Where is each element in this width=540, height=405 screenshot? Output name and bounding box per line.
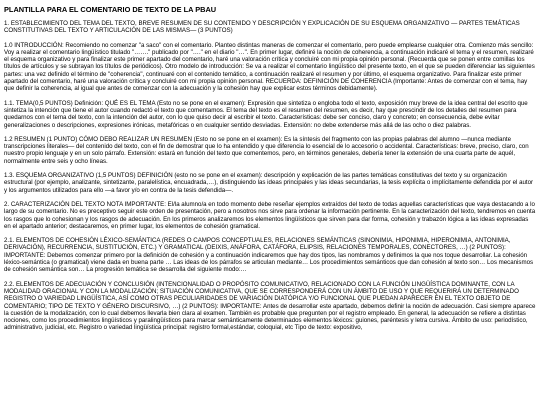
- section-1-heading: 1. ESTABLECIMIENTO DEL TEMA DEL TEXTO, BREVE RESUMEN DE SU CONTENIDO Y DESCRIPCIÓN Y EXPLICACIÓN DE SU ESQUEMA ORGANIZATIVO — PARTES TEMÁTICAS CONSTITUTIVAS DEL TEXTO Y ARTICULACIÓN DE LAS MISMAS— (3 PUNTOS): [4, 20, 520, 35]
- paragraph-tema: 1.1. TEMA(0,5 PUNTOS) Definición: QUÉ ES EL TEMA (Esto no se pone en el examen): Expresión que sintetiza o engloba todo el texto, exposición muy breve de la idea central del escrito que sintetiza la intención que tiene el autor cuando redactó el texto que comentamos. El tema del texto es el resumen del resumen, es decir, hay que prescindir de los detalles del resumen para quedarnos con el tema del texto, con la intención del autor, con lo que quiso decir al escribir el texto. Características: debe ser conciso, claro y concreto; en consecuencia, debe evitar generalizaciones o descripciones, expresiones irónicas, metafóricas o en cualquier sentido desviadas. Extensión: no debe extenderse más allá de las ocho o diez palabras.: [4, 99, 528, 129]
- paragraph-adecuacion: 2.2. ELEMENTOS DE ADECUACIÓN Y CONCLUSIÓN (INTENCIONALIDAD O PROPÓSITO COMUNICATIVO, RELACIONADO CON LA FUNCIÓN LINGÜÍSTICA DOMINANTE, CON LA MODALIDAD ORACIONAL Y CON LA MODALIZACIÓN; SITUACIÓN COMUNICATIVA, QUE SE CORRESPONDERÁ CON UN ÁMBITO DE USO Y QUE REQUERIRÁ UN DETERMINADO REGISTRO O VARIEDAD LINGÜÍSTICA, ASÍ COMO OTRAS PECULIARIDADES DE VARIACIÓN DIATÓPICA Y/O FUNCIONAL QUE PUEDAN APARECER EN EL TEXTO OBJETO DE COMENTARIO; TIPO DE TEXTO Y GÉNERO DISCURSIVO, …) (2 PUNTOS): IMPORTANTE: Antes de desarrollar este apartado, debemos definir la noción de adecuación. Casi siempre aparece la cuestión de la modalización, con lo cual debemos llevarla bien clara al examen. También es probable que pregunten por el registro empleado. En general, la adecuación se refiere a distintas nociones, como los procedimientos lingüísticos y paralingüísticos para marcar semánticamente determinados elementos léxicos: guiones, paréntesis y letra cursiva. Ámbito de uso: periodístico, administrativo, judicial, etc. Registro o variedad lingüística principal: registro formal,estándar, coloquial, etc Tipo de texto: expositivo,: [4, 280, 536, 332]
- paragraph-caracterizacion: 2. CARACTERIZACIÓN DEL TEXTO NOTA IMPORTANTE: El/la alumno/a en todo momento debe reseñar ejemplos extraídos del texto de todas aquellas características que vaya destacando a lo largo de su comentario. No es preceptivo seguir este orden de presentación, pero a nosotros nos sirve para ordenar la información pertinente. En la caracterización del texto, tendremos en cuenta los rasgos que lo cohesionan y los rasgos de adecuación. En los primeros analizaremos los elementos lingüísticos que sirven para dar forma, cohesión y trabazón lógica a las ideas expresadas en el apartado anterior; destacaremos, en primer lugar, los elementos de cohesión gramatical.: [4, 200, 536, 230]
- paragraph-cohesion: 2.1. ELEMENTOS DE COHESIÓN LÉXICO-SEMÁNTICA (REDES O CAMPOS CONCEPTUALES, RELACIONES SEMÁNTICAS (SINONIMIA, HIPONIMIA, HIPERONIMIA, ANTONIMIA, DERIVACIÓN), RECURRENCIA, SUSTITUCIÓN, ETC.) Y GRAMATICAL (DEIXIS, ANÁFORA, CATÁFORA, ELIPSIS, RELACIONES TEMPORALES, CONECTORES, …) (2 PUNTOS): IMPORTANTE: Debemos comenzar primero por la definición de cohesión y a continuación indicaremos que hay dos tipos, las nombramos y definimos la que nos toque desarrollar. La cohesión léxico-semántica (o gramatical) viene dada en buena parte … Las ideas de los párrafos se articulan mediante… Los procedimientos semánticos que dan cohesión al texto son… Los mecanismos de cohesión semántica son… La progresión temática se desarrolla del siguiente modo:…: [4, 237, 534, 274]
- paragraph-esquema-organizativo: 1.3. ESQUEMA ORGANIZATIVO (1,5 PUNTOS) DEFINICIÓN (esto no se pone en el examen): descripción y explicación de las partes temáticas constitutivas del texto y su organización estructural (por ejemplo, analizante, sintetizante, paralelística, encuadrada,…), distinguiendo las ideas principales y las ideas secundarias, la tesis explícita o implícitamente defendida por el autor y los argumentos utilizados para ello —a favor y/o en contra de la tesis defendida—.: [4, 172, 534, 194]
- paragraph-resumen: 1.2 RESUMEN (1 PUNTO) CÓMO DEBO REALIZAR UN RESUMEN (Esto no se pone en el examen): Es la síntesis del fragmento con las propias palabras del alumno —nunca mediante transcripciones literales— del contenido del texto, con el fin de demostrar que lo ha entendido y que diferencia lo esencial de lo accesorio o accidental. Características: breve, preciso, claro, con nuestro propio lenguaje y en un solo párrafo. Extensión: estará en función del texto que comentemos, pero, en términos generales, debería tener la extensión de una cuarta parte de aquél, normalmente entre seis y ocho líneas.: [4, 135, 529, 165]
- paragraph-introduction: 1.0 INTRODUCCIÓN: Recomiendo no comenzar "a saco" con el comentario. Planteo distintas maneras de comenzar el comentario, pero puede emplearse cualquier otra. Comienzo más sencillo: Voy a realizar el comentario lingüístico titulado "……." publicado por "…." en el diario "…". En primer lugar, definiré la noción de coherencia, a continuación indicaré el tema y el resumen, realizaré el esquema organizativo y para finalizar este primer apartado del comentario, haré una valoración crítica y concluiré con mi propia opinión personal. (Recuerda que se ponen entre comillas los títulos de artículos y se subrayan los títulos de periódicos). Otro modelo de introducción: Se va a realizar el comentario lingüístico del presente texto, en el que se pueden diferenciar las siguientes partes: una vez definido el término de "coherencia", continuaré con el contenido temático, a continuación realizaré el resumen y por último, el esquema organizativo. Para finalizar este primer apartado del comentario, haré una valoración crítica y concluiré con mi propia opinión personal. RECUERDA: DEFINICIÓN DE COHERENCIA (Importante: Antes de comenzar con el tema, hay que definir la coherencia, al igual que antes de comenzar con la adecuación y la cohesión hay que explicar estos términos debidamente).: [4, 41, 535, 93]
- page-title: PLANTILLA PARA EL COMENTARIO DE TEXTO DE LA PBAU: [4, 5, 217, 14]
